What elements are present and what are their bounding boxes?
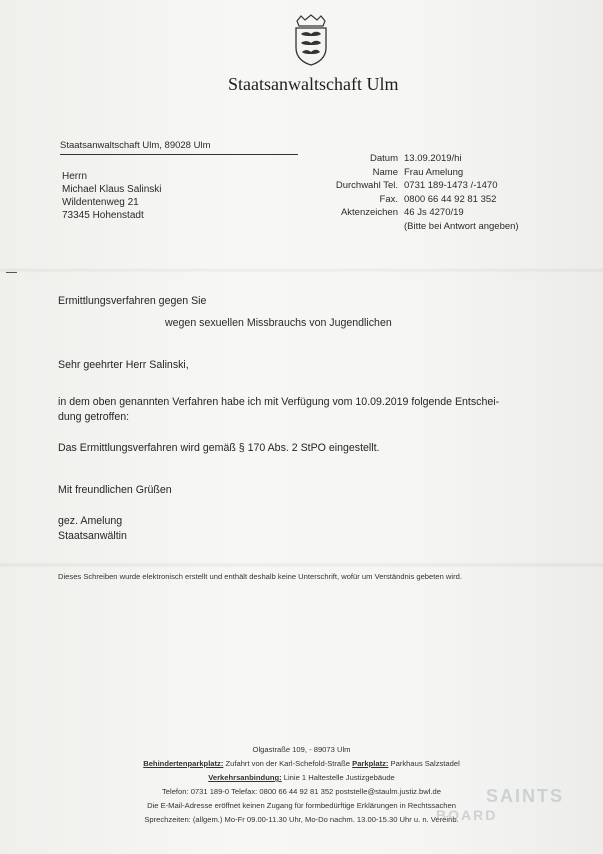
footer-address: Olgastraße 109, - 89073 Ulm [252,745,351,754]
recipient-street: Wildentenweg 21 [62,197,139,208]
meta-row-date [320,152,519,166]
meta-note: (Bitte bei Antwort angeben) [404,220,519,232]
watermark-line: SAINTS [486,786,565,806]
footer-transport [0,771,603,785]
authority-name: Staatsanwaltschaft Ulm [228,74,399,94]
footer-transport-text: Linie 1 Haltestelle Justizgebäude [281,773,395,782]
recipient-city: 73345 Hohenstadt [62,210,144,221]
footer-parking-text: Zufahrt von der Karl-Schefold-Straße [223,759,353,768]
footer-parking2-text: Parkhaus Salzstadel [388,759,460,768]
meta-row-fax [320,193,519,207]
subject-line-charge: wegen sexuellen Missbrauchs von Jugendlichen [165,317,392,329]
signature-title: Staatsanwältin [58,530,127,542]
meta-row-phone [320,179,519,193]
decision-statement: Das Ermittlungsverfahren wird gemäß § 170 Abs. 2 StPO eingestellt. [58,442,380,454]
recipient-name: Michael Klaus Salinski [62,184,162,195]
sender-return-address: Staatsanwaltschaft Ulm, 89028 Ulm [60,140,298,155]
state-coat-of-arms-icon [292,14,330,66]
subject-line: Ermittlungsverfahren gegen Sie [58,295,207,307]
signature-block [58,514,127,544]
recipient-salutation: Herrn [62,171,88,182]
meta-value: 46 Js 4270/19 [404,207,464,218]
signature-name: gez. Amelung [58,515,123,527]
footer-email-note: Die E-Mail-Adresse eröffnet keinen Zugang für formbedürftige Erklärungen in Rechtssachen [147,801,456,810]
body-paragraph [58,395,499,425]
reference-block [320,152,519,233]
footer-hours: Sprechzeiten: (allgem.) Mo-Fr 09.00-11.30 Uhr, Mo-Do nachm. 13.00-15.30 Uhr u. n. Vereinb. [144,815,459,824]
meta-label: Datum [370,153,398,164]
recipient-address [62,170,162,222]
meta-row-case-number [320,206,519,220]
meta-value: 0800 66 44 92 81 352 [404,193,497,205]
meta-value: Frau Amelung [404,166,464,178]
closing: Mit freundlichen Grüßen [58,484,172,496]
watermark-line: BOARD [436,807,498,823]
watermark [436,786,596,826]
body-paragraph-line: in dem oben genannten Verfahren habe ich mit Verfügung vom 10.09.2019 folgende Entschei- [58,396,500,408]
footer-parking [0,757,603,771]
meta-label: Fax. [379,193,398,205]
meta-row-name [320,166,519,180]
salutation: Sehr geehrter Herr Salinski, [58,359,189,371]
footer-transport-label: Verkehrsanbindung: [208,773,282,782]
footer-contact: Telefon: 0731 189-0 Telefax: 0800 66 44 92 81 352 poststelle@staulm.justiz.bwl.de [161,787,442,796]
footer-parking-label: Behindertenparkplatz: [143,759,224,768]
meta-label: Name [372,166,398,178]
fold-mark [6,272,17,273]
meta-value: 13.09.2019/hi [404,153,462,164]
meta-label: Durchwahl Tel. [335,180,398,191]
meta-label: Aktenzeichen [340,207,398,218]
electronic-disclaimer: Dieses Schreiben wurde elektronisch erstellt und enthält deshalb keine Unterschrift, wofür um Verständnis gebeten wird. [58,572,462,581]
meta-value: 0731 189-1473 /-1470 [404,180,498,191]
footer-parking2-label: Parkplatz: [352,759,389,768]
body-paragraph-line: dung getroffen: [58,411,130,423]
